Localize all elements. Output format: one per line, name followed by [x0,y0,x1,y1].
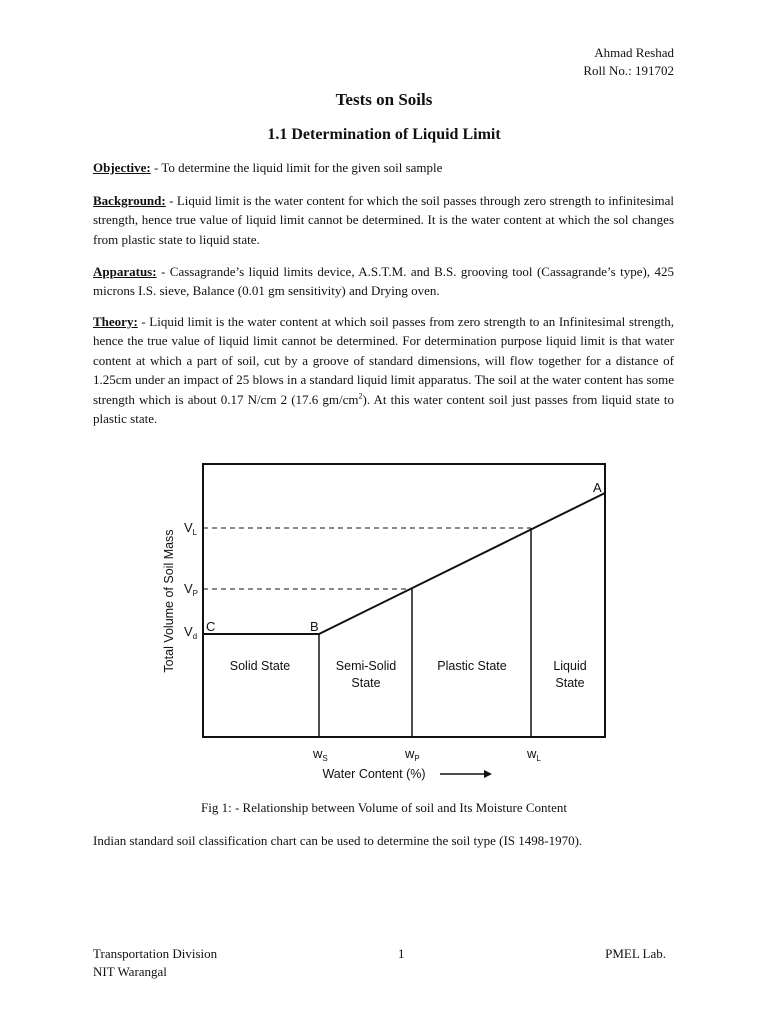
x-axis-label: Water Content (%) [322,767,426,781]
liquid-state-label-line1: Liquid [553,659,587,673]
y-axis-label: Total Volume of Soil Mass [162,529,176,673]
closing-paragraph: Indian standard soil classification chart can be used to determine the soil type (IS 1498-1970). [93,833,583,848]
volume-curve [203,493,605,634]
liquid-state-label-line2: State [555,676,585,690]
vd-tick-label: $V_d$ [184,624,198,641]
apparatus-label: Apparatus: [93,264,157,279]
author-name: Ahmad Reshad [594,45,674,60]
plastic-state-label: Plastic State [437,659,507,673]
ws-tick-label: $w_S$ [313,746,328,763]
section-title: 1.1 Determination of Liquid Limit [267,126,501,143]
theory-label: Theory: [93,314,138,329]
objective-text: - To determine the liquid limit for the given soil sample [150,160,443,175]
semi-solid-label-line2: State [351,676,381,690]
roll-number: Roll No.: 191702 [583,63,674,78]
figure-caption: Fig 1: - Relationship between Volume of soil and Its Moisture Content [200,800,568,815]
footer-institute: NIT Warangal [93,964,167,979]
solid-state-label: Solid State [229,659,291,673]
theory-text-a: - Liquid limit is the water content at which soil passes from zero strength to an Infinitesimal strength, hence the true value of liquid limit cannot be determined. For determination purpose liquid limit is that water content at which a part of soil, cut by a groove of standard dimensions, will flow together for a distance of 1.25cm under an impact of 25 blows in a standard liquid limit apparatus. The soil at the water content has some strength which is about 0.17 N/cm 2 (17.6 gm/cm [93,314,674,407]
point-a-label: A [593,480,602,495]
page-number: 1 [398,946,405,961]
background-label: Background: [93,193,166,208]
footer-left [93,945,217,981]
vp-tick-label: $V_P$ [184,581,199,598]
point-c-label: C [206,619,216,634]
apparatus-text: - Cassagrande’s liquid limits device, A.S.T.M. and B.S. grooving tool (Cassagrande’s type), 425 microns I.S. sieve, Balance (0.01 gm sensitivity) and Drying oven. [93,264,674,299]
vl-tick-label: $V_L$ [184,520,198,537]
point-b-label: B [310,619,319,634]
objective-label: Objective: [93,160,151,175]
footer-division: Transportation Division [93,946,218,961]
wp-tick-label: $w_P$ [405,746,420,763]
theory-text-b: ). At this water content soil just passes from liquid state to plastic state. [93,391,674,427]
wl-tick-label: $w_L$ [527,746,541,763]
footer-lab: PMEL Lab. [605,946,666,961]
background-text: - Liquid limit is the water content for which the soil passes through zero strength to infinitesimal strength, hence true value of liquid limit cannot be determined. It is the water content at which the sol changes from plastic state to liquid state. [93,193,674,247]
page-title: Tests on Soils [335,90,433,109]
x-axis-arrow [440,770,492,778]
figure-frame [203,464,605,737]
semi-solid-label-line1: Semi-Solid [335,659,397,673]
theory-superscript: 2 [358,391,363,401]
